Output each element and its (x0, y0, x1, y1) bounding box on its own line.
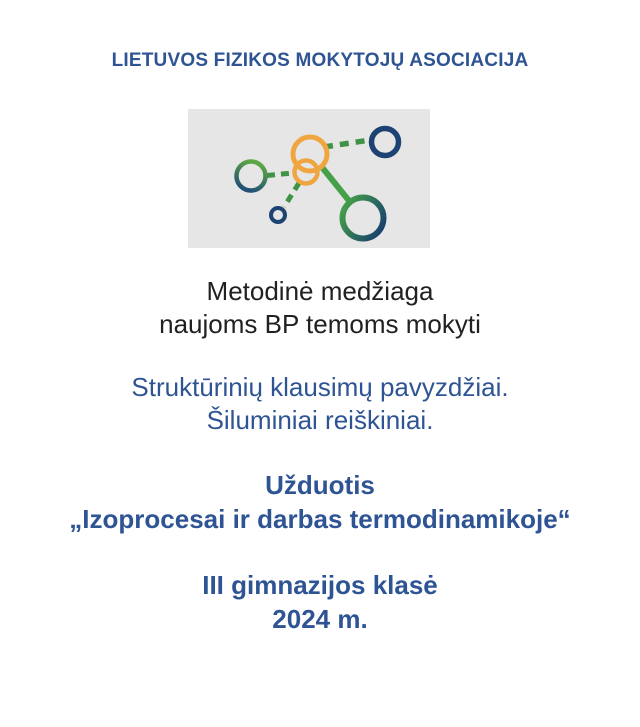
molecule-network-logo-icon (188, 109, 430, 248)
logo-node-small-navy (271, 208, 285, 222)
topic-title-line2: Šiluminiai reiškiniai. (206, 405, 434, 435)
material-title (0, 275, 640, 341)
topic-title-line1: Struktūrinių klausimų pavyzdžiai. (131, 372, 509, 402)
logo-node-left-gradient (237, 162, 266, 191)
grade-class: III gimnazijos klasė (202, 570, 438, 600)
logo-node-topright-navy (372, 129, 399, 156)
topic-title (0, 371, 640, 437)
logo-link-left-dashed (267, 173, 293, 176)
material-title-line2: naujoms BP temoms mokyti (159, 309, 481, 339)
grade-section (0, 568, 640, 636)
association-logo (188, 109, 430, 248)
task-label: Užduotis (265, 470, 375, 500)
material-title-line1: Metodinė medžiaga (206, 276, 434, 306)
task-section (0, 468, 640, 536)
grade-year: 2024 m. (272, 604, 368, 634)
logo-link-topright-dashed (324, 140, 370, 147)
logo-link-bottomright-solid (321, 166, 350, 202)
logo-node-bottomright-gradient (343, 198, 384, 239)
logo-link-bottomleft-dashed (284, 183, 299, 207)
association-title: LIETUVOS FIZIKOS MOKYTOJŲ ASOCIACIJA (111, 50, 529, 71)
task-title: „Izoprocesai ir darbas termodinamikoje“ (69, 504, 571, 534)
